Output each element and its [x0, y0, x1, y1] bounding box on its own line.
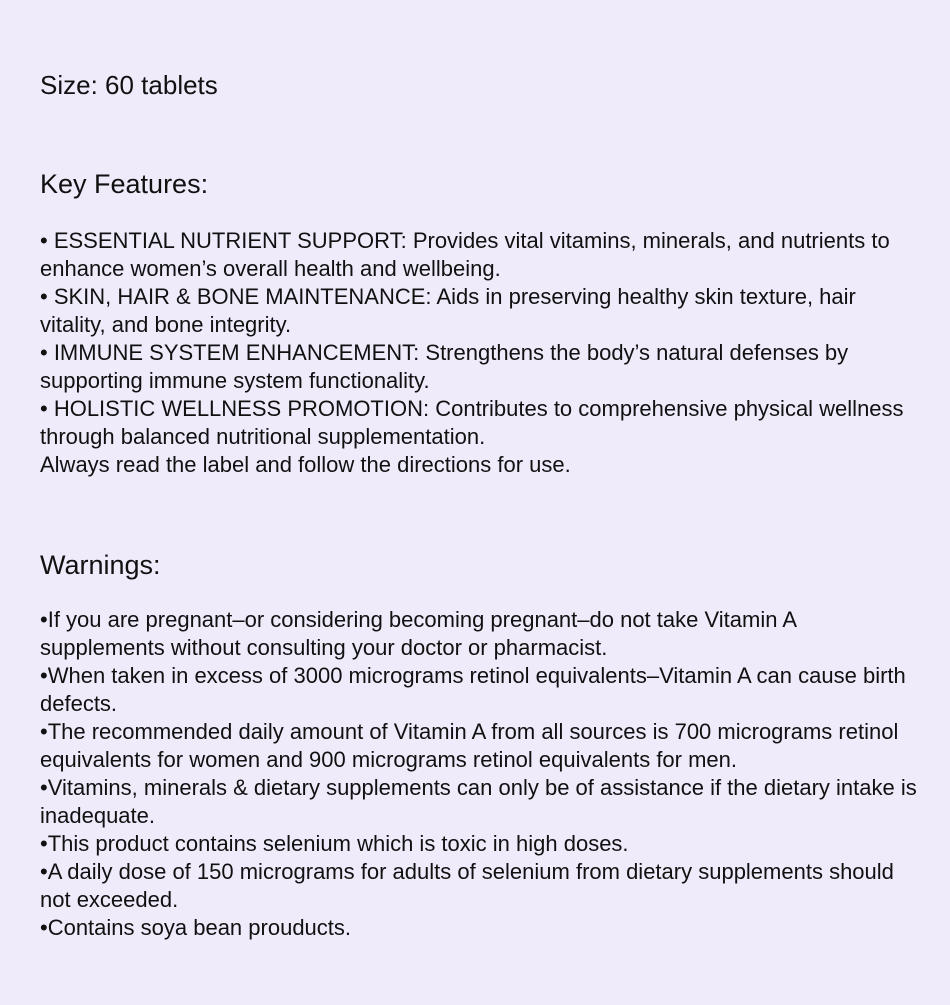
feature-item: • HOLISTIC WELLNESS PROMOTION: Contributes to comprehensive physical wellness through balanced nutritional supplementation. [40, 396, 904, 449]
warning-item: •If you are pregnant–or considering becoming pregnant–do not take Vitamin A supplements without consulting your doctor or pharmacist. [40, 607, 796, 660]
warnings-list [40, 606, 920, 942]
key-features-heading: Key Features: [40, 169, 209, 199]
warning-item: •The recommended daily amount of Vitamin A from all sources is 700 micrograms retinol equivalents for women and 900 micrograms retinol equivalents for men. [40, 719, 899, 772]
warning-item: •When taken in excess of 3000 micrograms retinol equivalents–Vitamin A can cause birth defects. [40, 663, 906, 716]
warning-item: •Contains soya bean prouducts. [40, 915, 352, 940]
size-line: Size: 60 tablets [40, 70, 218, 100]
key-features-list [40, 227, 920, 451]
product-description [40, 68, 920, 942]
feature-item: • SKIN, HAIR & BONE MAINTENANCE: Aids in preserving healthy skin texture, hair vitality, and bone integrity. [40, 284, 856, 337]
feature-item: • ESSENTIAL NUTRIENT SUPPORT: Provides vital vitamins, minerals, and nutrients to enhance women’s overall health and wellbeing. [40, 228, 890, 281]
feature-item: • IMMUNE SYSTEM ENHANCEMENT: Strengthens the body’s natural defenses by supporting immune system functionality. [40, 340, 849, 393]
warning-item: •Vitamins, minerals & dietary supplements can only be of assistance if the dietary intake is inadequate. [40, 775, 917, 828]
warnings-heading: Warnings: [40, 550, 161, 580]
warning-item: •This product contains selenium which is toxic in high doses. [40, 831, 629, 856]
directions-note: Always read the label and follow the directions for use. [40, 452, 571, 477]
warning-item: •A daily dose of 150 micrograms for adults of selenium from dietary supplements should not exceeded. [40, 859, 894, 912]
